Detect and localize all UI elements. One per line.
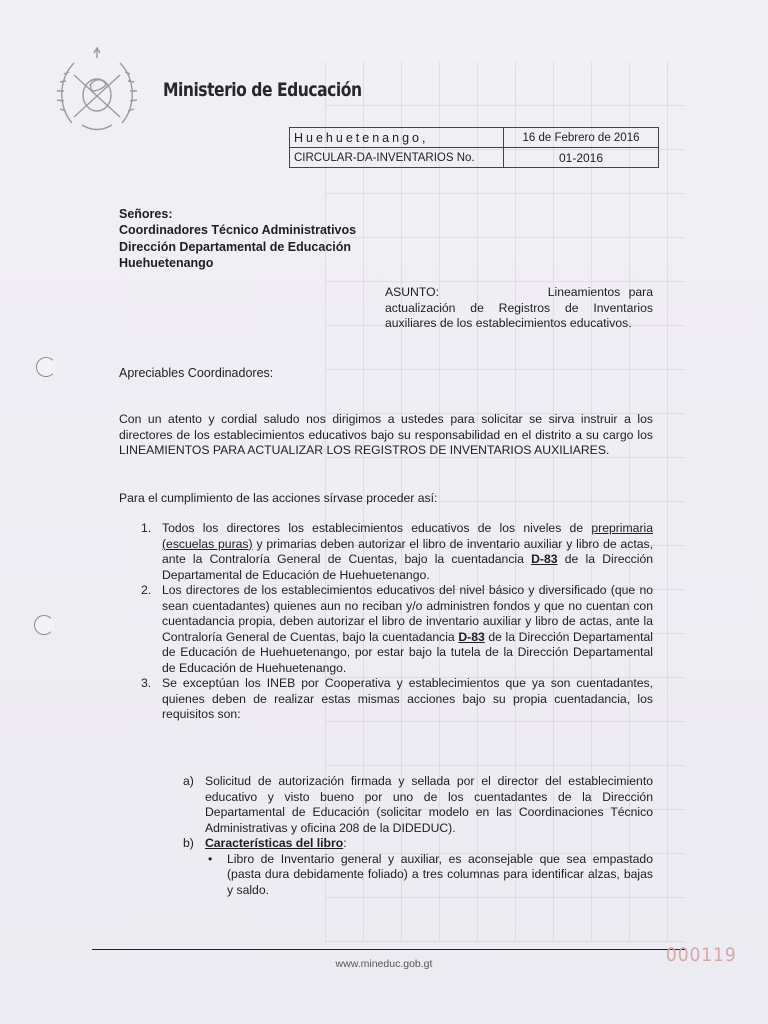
bullet-text: Libro de Inventario general y auxiliar, es aconsejable que sea empastado (pasta dura debidamente foliado) a tres columnas para identificar alzas, bajas y saldo.: [227, 851, 653, 897]
subject-block: [385, 285, 653, 332]
instruction-paragraph: Para el cumplimiento de las acciones sírvase proceder así:: [119, 491, 438, 505]
folio-stamp: 000119: [665, 944, 737, 966]
requirements-sublist: [163, 774, 653, 898]
sublist-marker: a): [183, 774, 194, 788]
intro-paragraph: Con un atento y cordial saludo nos dirigimos a ustedes para solicitar se sirva instruir a los directores de los establecimientos educativos bajo su responsabilidad en el distrito a su cargo los LINEAMIENTOS PARA ACTUALIZAR LOS REGISTROS DE INVENTARIOS AUXILIARES.: [119, 412, 653, 457]
greeting: Apreciables Coordinadores:: [119, 366, 274, 380]
list-item-number: 1.: [141, 521, 152, 535]
ministry-logo-text: Ministerio de Educación: [163, 79, 362, 101]
item-text: y primarias deben autorizar el libro de inventario auxiliar y libro de actas, ante la Contraloría General de Cuentas, bajo la cuentadancia: [162, 536, 653, 566]
sublist-heading: Características del libro: [205, 836, 344, 850]
addressee-line: Huehuetenango: [119, 255, 214, 270]
item-underlined-code: D-83: [458, 629, 485, 644]
item-text: de la Dirección Departamental de Educación de Huehuetenango.: [162, 552, 653, 582]
circular-number-cell: 01-2016: [504, 148, 659, 168]
punch-hole-top: [36, 357, 56, 377]
addressee-block: [119, 206, 356, 271]
coat-of-arms-seal: [52, 45, 142, 137]
addressee-line: Señores:: [119, 207, 173, 221]
addressee-line: Coordinadores Técnico Administrativos: [119, 223, 357, 238]
sublist-text: Solicitud de autorización firmada y sellada por el director del establecimiento educativo y visto bueno por uno de los cuentadantes de la Dirección Departamental de Educación (solicitar modelo en las Coordinaciones Técnico Administrativas y oficina 208 de la DIDEDUC).: [205, 774, 653, 835]
footer-rule: [92, 949, 685, 950]
list-item: [119, 521, 653, 583]
footer-website: www.mineduc.gob.gt: [335, 958, 433, 970]
header-info-table: [289, 127, 659, 168]
item-text: de la Dirección Departamental de Educación de Huehuetenango, por estar bajo la tutela de la Dirección Departamental de Educación de Huehuetenango.: [162, 629, 653, 675]
bullet-marker: •: [208, 851, 213, 866]
punch-hole-bottom: [34, 615, 54, 635]
list-item-number: 2.: [141, 583, 152, 597]
sublist-item-a: [163, 774, 653, 836]
addressee-line: Dirección Departamental de Educación: [119, 239, 352, 254]
item-text: Todos los directores los establecimientos educativos de los niveles de: [162, 521, 592, 535]
sublist-marker: b): [183, 836, 194, 850]
city-cell: Huehuetenango,: [290, 128, 504, 148]
subject-label: ASUNTO:: [385, 285, 439, 299]
sublist-colon: :: [343, 836, 347, 850]
item-underlined-code: D-83: [531, 552, 558, 566]
subject-text: Lineamientos para actualización de Registros de Inventarios auxiliares de los establecimientos educativos.: [385, 285, 653, 331]
date-cell: 16 de Febrero de 2016: [504, 128, 659, 148]
list-item: [119, 583, 653, 676]
circular-label-cell: CIRCULAR-DA-INVENTARIOS No.: [290, 148, 504, 168]
sublist-item-b: [163, 836, 653, 898]
item-underlined-text: preprimaria (escuelas puras): [162, 521, 653, 551]
item-text: Los directores de los establecimientos educativos del nivel básico y diversificado (que no sean cuentadantes) quienes aun no reciban y/o administren fondos y que no cuentan con cuentadancia propia, deben autorizar el libro de inventario auxiliar y libro de actas, ante la Contraloría General de Cuentas, bajo la cuentadancia: [162, 583, 653, 644]
item-text: Se exceptúan los INEB por Cooperativa y establecimientos que ya son cuentadantes, quienes deben de realizar estas mismas acciones bajo su propia cuentadancia, los requisitos son:: [162, 676, 653, 721]
bullet-item: [205, 852, 653, 899]
list-item: [119, 676, 653, 723]
list-item-number: 3.: [141, 676, 152, 690]
requirements-list: [119, 521, 653, 723]
